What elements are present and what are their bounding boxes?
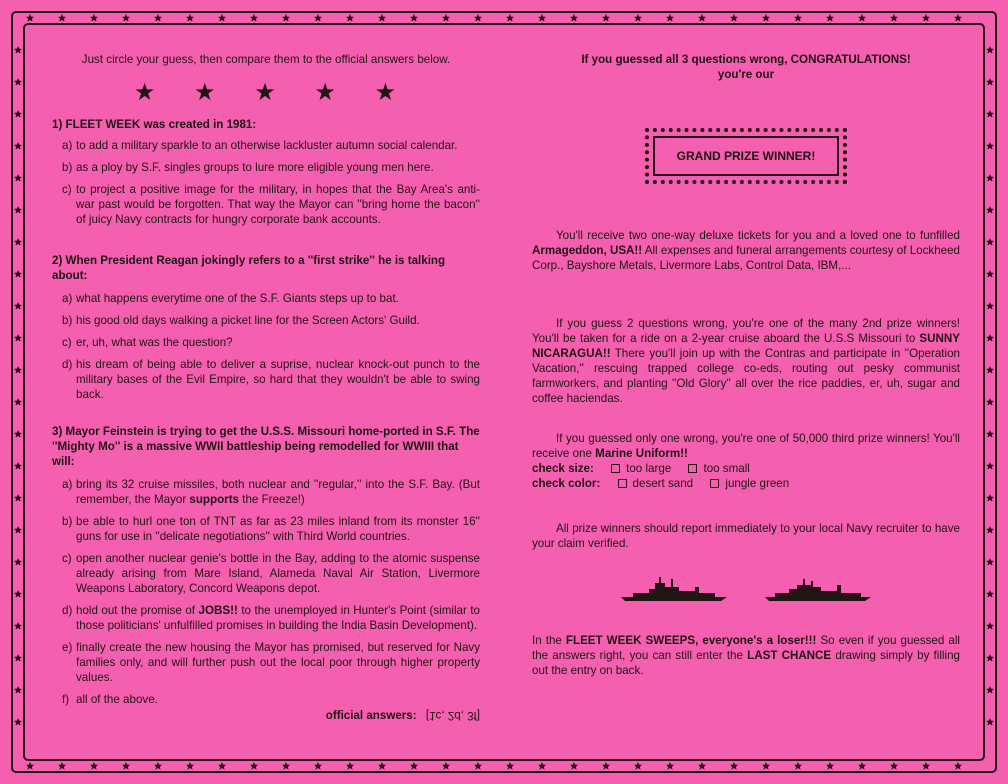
border-star-icon xyxy=(922,762,930,770)
border-star-icon xyxy=(794,14,802,22)
border-star-icon xyxy=(58,14,66,22)
border-star-icon xyxy=(282,762,290,770)
border-star-icon xyxy=(986,78,994,86)
border-star-icon xyxy=(218,14,226,22)
border-star-icon xyxy=(986,654,994,662)
grand-prize-box xyxy=(645,128,847,184)
question-3-title: 3) Mayor Feinstein is trying to get the U.S.S. Missouri home-ported in S.F. The ''Mighty Mo'' is a massive WWII battleship being remodelled for WWIII that will: xyxy=(52,425,480,468)
border-star-icon xyxy=(14,142,22,150)
border-star-icon xyxy=(90,762,98,770)
battleship-icon xyxy=(619,573,729,603)
border-star-icon xyxy=(14,686,22,694)
border-star-icon xyxy=(858,762,866,770)
border-star-icon xyxy=(986,686,994,694)
border-star-icon xyxy=(986,302,994,310)
border-star-icon xyxy=(90,14,98,22)
border-star-icon xyxy=(986,142,994,150)
border-star-icon xyxy=(762,14,770,22)
border-star-icon xyxy=(986,718,994,726)
border-star-icon xyxy=(26,762,34,770)
border-star-icon xyxy=(602,14,610,22)
second-prize-paragraph: If you guess 2 questions wrong, you're one of the many 2nd prize winners! You'll be taken for a ride on a 2-year cruise aboard the U.S.S Missouri to SUNNY NICARAGUA!! There you'll join up with the Contras and participate in ''Operation Vacation,'' rescuing trapped college co-eds, routing out pesky communist farmworkers, and planting ''Old Glory'' all over the rice paddies, er, uh, sugar and coffee haciendas. xyxy=(532,317,960,405)
border-star-icon xyxy=(14,270,22,278)
border-star-icon xyxy=(410,14,418,22)
border-star-icon xyxy=(154,762,162,770)
report-paragraph: All prize winners should report immediately to your local Navy recruiter to have your claim verified. xyxy=(532,522,960,550)
question-1-title: 1) FLEET WEEK was created in 1981: xyxy=(52,118,257,131)
question-1-option-a[interactable]: a) to add a military sparkle to an otherwise lackluster autumn social calendar. xyxy=(62,139,458,152)
border-star-icon xyxy=(986,622,994,630)
border-star-icon xyxy=(218,762,226,770)
headline-congratulations: If you guessed all 3 questions wrong, CONGRATULATIONS! xyxy=(581,53,911,66)
sweeps-paragraph: In the FLEET WEEK SWEEPS, everyone's a loser!!! So even if you guessed all the answers right, you can still enter the LAST CHANCE drawing simply by filling out the entry on back. xyxy=(532,634,960,677)
border-star-icon xyxy=(538,762,546,770)
border-star-icon xyxy=(14,398,22,406)
question-2-option-a[interactable]: a) what happens everytime one of the S.F. Giants steps up to bat. xyxy=(62,292,399,305)
color-label: check color: xyxy=(532,477,601,490)
border-star-icon xyxy=(14,302,22,310)
border-star-icon xyxy=(986,398,994,406)
border-star-icon xyxy=(378,762,386,770)
question-2-option-c[interactable]: c) er, uh, what was the question? xyxy=(62,336,233,349)
border-star-icon xyxy=(474,14,482,22)
border-star-icon xyxy=(762,762,770,770)
border-star-icon xyxy=(314,762,322,770)
border-star-icon xyxy=(890,762,898,770)
size-too-large-checkbox[interactable] xyxy=(611,464,620,473)
border-star-icon xyxy=(986,334,994,342)
border-star-icon xyxy=(634,14,642,22)
headline-youre-our: you're our xyxy=(717,68,775,81)
border-star-icon xyxy=(954,14,962,22)
border-star-icon xyxy=(730,762,738,770)
color-jungle-green-label: jungle green xyxy=(725,477,790,490)
question-3-option-d[interactable]: d) hold out the promise of JOBS!! to the unemployed in Hunter's Point (similar to those politicians' unfulfilled promises in building the India Basin Development). xyxy=(62,604,480,632)
border-star-icon xyxy=(282,14,290,22)
border-star-icon xyxy=(954,762,962,770)
border-star-icon xyxy=(570,762,578,770)
border-star-icon xyxy=(730,14,738,22)
border-star-icon xyxy=(14,206,22,214)
color-jungle-green-checkbox[interactable] xyxy=(710,479,719,488)
size-too-small-label: too small xyxy=(703,462,750,475)
star-row: ★ ★ ★ ★ ★ xyxy=(133,79,413,106)
border-star-icon xyxy=(442,762,450,770)
border-star-icon xyxy=(506,14,514,22)
border-star-icon xyxy=(986,462,994,470)
border-star-icon xyxy=(826,762,834,770)
third-prize-paragraph: If you guessed only one wrong, you're one of 50,000 third prize winners! You'll receive one Marine Uniform!! xyxy=(532,432,960,460)
border-star-icon xyxy=(986,238,994,246)
border-star-icon xyxy=(506,762,514,770)
border-star-icon xyxy=(14,494,22,502)
question-3-option-c[interactable]: c) open another nuclear genie's bottle in the Bay, adding to the atomic suspense already arising from Mare Island, Alameda Naval Air Station, Livermore Weapons Laboratory, Concord Weapons depot. xyxy=(62,552,480,595)
border-star-icon xyxy=(986,430,994,438)
question-3-option-a[interactable]: a) bring its 32 cruise missiles, both nuclear and ''regular,'' into the S.F. Bay. (But remember, the Mayor supports the Freeze!) xyxy=(62,478,480,506)
border-star-icon xyxy=(986,270,994,278)
border-star-icon xyxy=(442,14,450,22)
border-star-icon xyxy=(826,14,834,22)
border-star-icon xyxy=(890,14,898,22)
border-star-icon xyxy=(666,762,674,770)
right-column xyxy=(532,52,960,678)
official-answers xyxy=(52,708,480,723)
border-star-icon xyxy=(922,14,930,22)
color-desert-sand-checkbox[interactable] xyxy=(618,479,627,488)
border-star-icon xyxy=(474,762,482,770)
size-selector xyxy=(532,461,960,476)
border-star-icon xyxy=(410,762,418,770)
border-star-icon xyxy=(14,718,22,726)
color-desert-sand-label: desert sand xyxy=(632,477,694,490)
border-star-icon xyxy=(14,654,22,662)
grand-prize-paragraph: You'll receive two one-way deluxe tickets for you and a loved one to funfilled Armageddon, USA!! All expenses and funeral arrangements courtesy of Lockheed Corp., Bayshore Metals, Livermore Labs, Control Data, IBM,... xyxy=(532,229,960,272)
border-star-icon xyxy=(186,14,194,22)
border-star-icon xyxy=(858,14,866,22)
border-star-icon xyxy=(986,174,994,182)
border-star-icon xyxy=(698,762,706,770)
border-star-icon xyxy=(602,762,610,770)
border-star-icon xyxy=(346,14,354,22)
size-too-large-label: too large xyxy=(626,462,672,475)
official-answers-value: [1c, 2d, 3f] xyxy=(425,709,480,722)
intro-text: Just circle your guess, then compare them to the official answers below. xyxy=(81,53,451,66)
size-label: check size: xyxy=(532,462,594,475)
border-star-icon xyxy=(570,14,578,22)
border-star-icon xyxy=(250,14,258,22)
border-star-icon xyxy=(14,238,22,246)
border-star-icon xyxy=(986,494,994,502)
question-1 xyxy=(52,117,480,227)
border-star-icon xyxy=(634,762,642,770)
border-star-icon xyxy=(14,174,22,182)
border-star-icon xyxy=(250,762,258,770)
question-2 xyxy=(52,253,480,402)
size-too-small-checkbox[interactable] xyxy=(688,464,697,473)
border-star-icon xyxy=(14,622,22,630)
border-star-icon xyxy=(14,366,22,374)
border-star-icon xyxy=(666,14,674,22)
battleships-illustration xyxy=(532,573,960,603)
border-star-icon xyxy=(58,762,66,770)
border-star-icon xyxy=(986,590,994,598)
border-star-icon xyxy=(538,14,546,22)
border-star-icon xyxy=(14,558,22,566)
border-star-icon xyxy=(986,526,994,534)
question-3-option-f[interactable]: f) all of the above. xyxy=(62,693,158,706)
border-star-icon xyxy=(698,14,706,22)
question-2-option-b[interactable]: b) his good old days walking a picket line for the Screen Actors' Guild. xyxy=(62,314,420,327)
question-2-option-d[interactable]: d) his dream of being able to deliver a suprise, nuclear knock-out punch to the military bases of the Evil Empire, so hard that they wouldn't be able to swing back. xyxy=(62,358,480,401)
battleship-icon-2 xyxy=(763,573,873,603)
border-star-icon xyxy=(14,334,22,342)
question-3-option-b[interactable]: b) be able to hurl one ton of TNT as far as 23 miles inland from its monster 16'' guns for use in ''delicate negotiations'' with Third World countries. xyxy=(62,515,480,543)
border-star-icon xyxy=(378,14,386,22)
border-star-icon xyxy=(794,762,802,770)
color-selector xyxy=(532,476,960,491)
border-star-icon xyxy=(26,14,34,22)
border-star-icon xyxy=(986,46,994,54)
border-star-icon xyxy=(14,526,22,534)
border-star-icon xyxy=(186,762,194,770)
border-star-icon xyxy=(14,46,22,54)
border-star-icon xyxy=(346,762,354,770)
question-1-option-b[interactable]: b) as a ploy by S.F. singles groups to lure more eligible young men here. xyxy=(62,161,434,174)
left-column xyxy=(52,52,480,723)
border-star-icon xyxy=(14,590,22,598)
border-star-icon xyxy=(154,14,162,22)
question-1-option-c[interactable]: c) to project a positive image for the military, in hopes that the Bay Area's anti-war past would be forgotten. That way the Mayor can ''bring home the bacon'' of juicy Navy contracts for hungry corporate bank accounts. xyxy=(62,183,480,226)
grand-prize-label: GRAND PRIZE WINNER! xyxy=(676,148,816,163)
border-star-icon xyxy=(986,206,994,214)
official-answers-label: official answers: xyxy=(325,709,417,722)
border-star-icon xyxy=(14,462,22,470)
border-star-icon xyxy=(986,110,994,118)
question-3 xyxy=(52,424,480,707)
border-star-icon xyxy=(314,14,322,22)
border-star-icon xyxy=(14,430,22,438)
border-star-icon xyxy=(14,110,22,118)
question-2-title: 2) When President Reagan jokingly refers to a ''first strike'' he is talking about: xyxy=(52,254,446,282)
border-star-icon xyxy=(14,78,22,86)
border-star-icon xyxy=(122,762,130,770)
border-star-icon xyxy=(122,14,130,22)
border-star-icon xyxy=(986,366,994,374)
border-star-icon xyxy=(986,558,994,566)
question-3-option-e[interactable]: e) finally create the new housing the Mayor has promised, but reserved for Navy families only, and will further push out the local poor through higher property values. xyxy=(62,641,480,684)
